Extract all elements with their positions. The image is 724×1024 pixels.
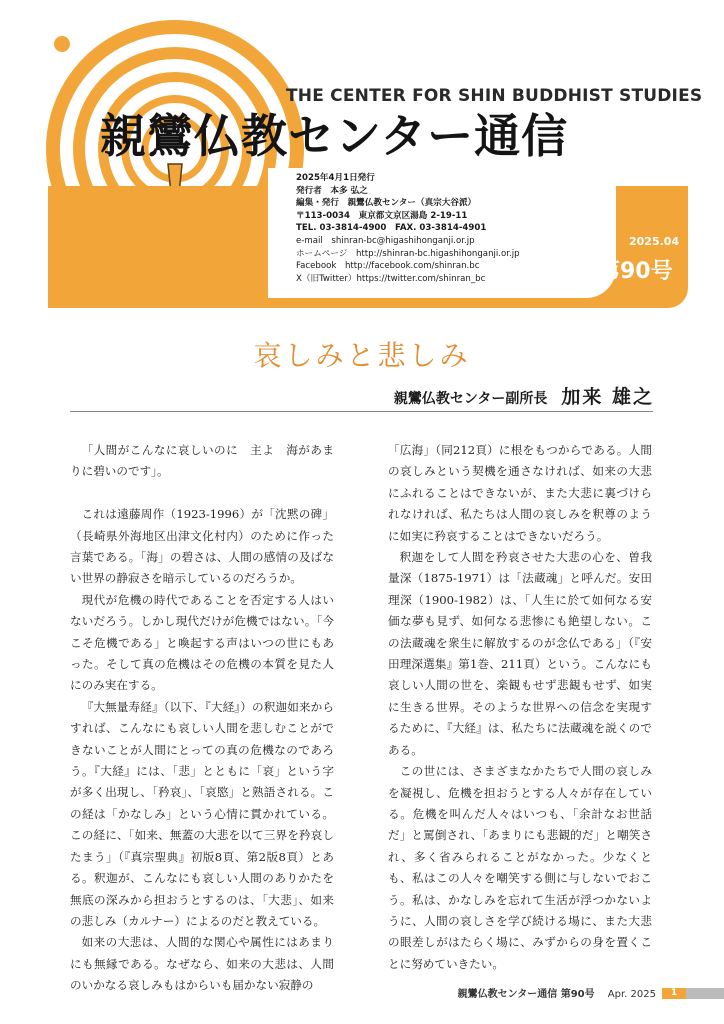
article-paragraph: 如来の大悲は、人間的な関心や属性にはあまりにも無縁である。なぜなら、如来の大悲は、人間のいかなる哀しみもはからいも届かない寂静の xyxy=(70,935,334,993)
title-divider xyxy=(70,411,653,412)
issue-date: 2025.04 xyxy=(629,235,680,248)
article-right-column xyxy=(388,440,652,975)
footer-publication: 親鸞仏教センター通信 第90号 xyxy=(457,989,595,1000)
article-paragraph: 「人間がこんなに哀しいのに 主よ 海があまりに碧いのです」。 xyxy=(70,443,334,479)
author-role: 親鸞仏教センター副所長 xyxy=(393,391,548,407)
issue-number: 第90号 xyxy=(598,259,673,284)
facebook-link[interactable]: Facebook http://facebook.com/shinran.bc xyxy=(296,261,480,272)
editor: 編集・発行 親鸞仏教センター（真宗大谷派） xyxy=(296,198,477,209)
footer-date: Apr. 2025 xyxy=(607,989,656,1000)
english-title: THE CENTER FOR SHIN BUDDHIST STUDIES xyxy=(286,86,703,106)
article-paragraph: これは遠藤周作（1923-1996）が「沈黙の碑」（長崎県外海地区出津文化村内）のために作った言葉である。「海」の碧さは、人間の感情の及ばない世界の静寂さを暗示しているのだろうか。 xyxy=(70,507,334,586)
publication-info xyxy=(296,172,520,285)
article-left-column xyxy=(70,440,334,997)
publisher: 発行者 本多 弘之 xyxy=(296,185,368,196)
twitter-link[interactable]: X（旧Twitter）https://twitter.com/shinran_bc xyxy=(296,273,486,284)
article-paragraph: この世には、さまざまなかたちで人間の哀しみを凝視し、危機を担おうとする人々が存在している。危機を叫んだ人々はいつも、「余計なお世話だ」と罵倒され、「あまりにも悲観的だ」と嘲笑され、多く省みられることがなかった。少なくとも、私はこの人々を嘲笑する側に与しないでおこう。私は、かなしみを忘れて生活が浮つかないように、人間の哀しさを学び続ける場に、また大悲の眼差しがはたらく場に、みずからの身を置くことに努めていきたい。 xyxy=(388,764,652,971)
author-name: 加来 雄之 xyxy=(561,386,654,408)
newsletter-title: 親鸞仏教センター通信 xyxy=(100,109,569,163)
article-paragraph: 現代が危機の時代であることを否定する人はいないだろう。しかし現代だけが危機ではない。「今こそ危機である」と喚起する声はいつの世にもあった。そして真の危機はその危機の本質を見た人にのみ実在する。 xyxy=(70,592,334,693)
page-number: 1 xyxy=(662,988,686,999)
article-title: 哀しみと悲しみ xyxy=(253,339,471,372)
article-paragraph: 『大無量寿経』（以下、『大経』）の釈迦如来からすれば、こんなにも哀しい人間を悲しむことができないことが人間にとっての真の危機なのであろう。『大経』には、「悲」とともに「哀」という字が多く出現し、「矜哀」、「哀愍」と熟語される。この経は「かなしみ」という心情に貫かれている。この経に、「如来、無蓋の大悲を以て三界を矜哀したまう」（『真宗聖典』初版8頁、第2版8頁）とある。釈迦が、こんなにも哀しい人間のありかたを無底の深みから担おうとするのは、「大悲」、如来の悲しみ（カルナー）によるのだと教えている。 xyxy=(70,699,334,928)
phone-fax: TEL. 03-3814-4900 FAX. 03-3814-4901 xyxy=(296,223,487,234)
article-paragraph: 釈迦をして人間を矜哀させた大悲の心を、曽我量深（1875-1971）は「法蔵魂」と呼んだ。安田理深（1900-1982）は、「人生に於て如何なる安価な夢も見ず、如何なる悲惨にも絶望しない。この法蔵魂を衆生に解放するのが念仏である」（『安田理深選集』第1巻、211頁）という。こんなにも哀しい人間の世を、楽観もせず悲観もせず、如実に生きる世界。そのような世界への信念を実現するために、『大経』は、私たちに法蔵魂を説くのである。 xyxy=(388,550,652,757)
footer xyxy=(458,985,656,1000)
address: 〒113-0034 東京都文京区湯島 2-19-11 xyxy=(296,210,468,221)
author-line xyxy=(394,382,654,409)
publication-date: 2025年4月1日発行 xyxy=(296,173,375,183)
homepage-link[interactable]: ホームページ http://shinran-bc.higashihonganji.or.jp xyxy=(296,248,520,259)
email[interactable]: e-mail shinran-bc@higashihonganji.or.jp xyxy=(296,235,475,246)
article-paragraph: 「広海」（同212頁）に根をもつからである。人間の哀しみという契機を通さなければ、如来の大悲にふれることはできないが、また大悲に裏づけられなければ、私たちは人間の哀しみを釈尊のように如実に矜哀することはできないだろう。 xyxy=(388,443,652,543)
